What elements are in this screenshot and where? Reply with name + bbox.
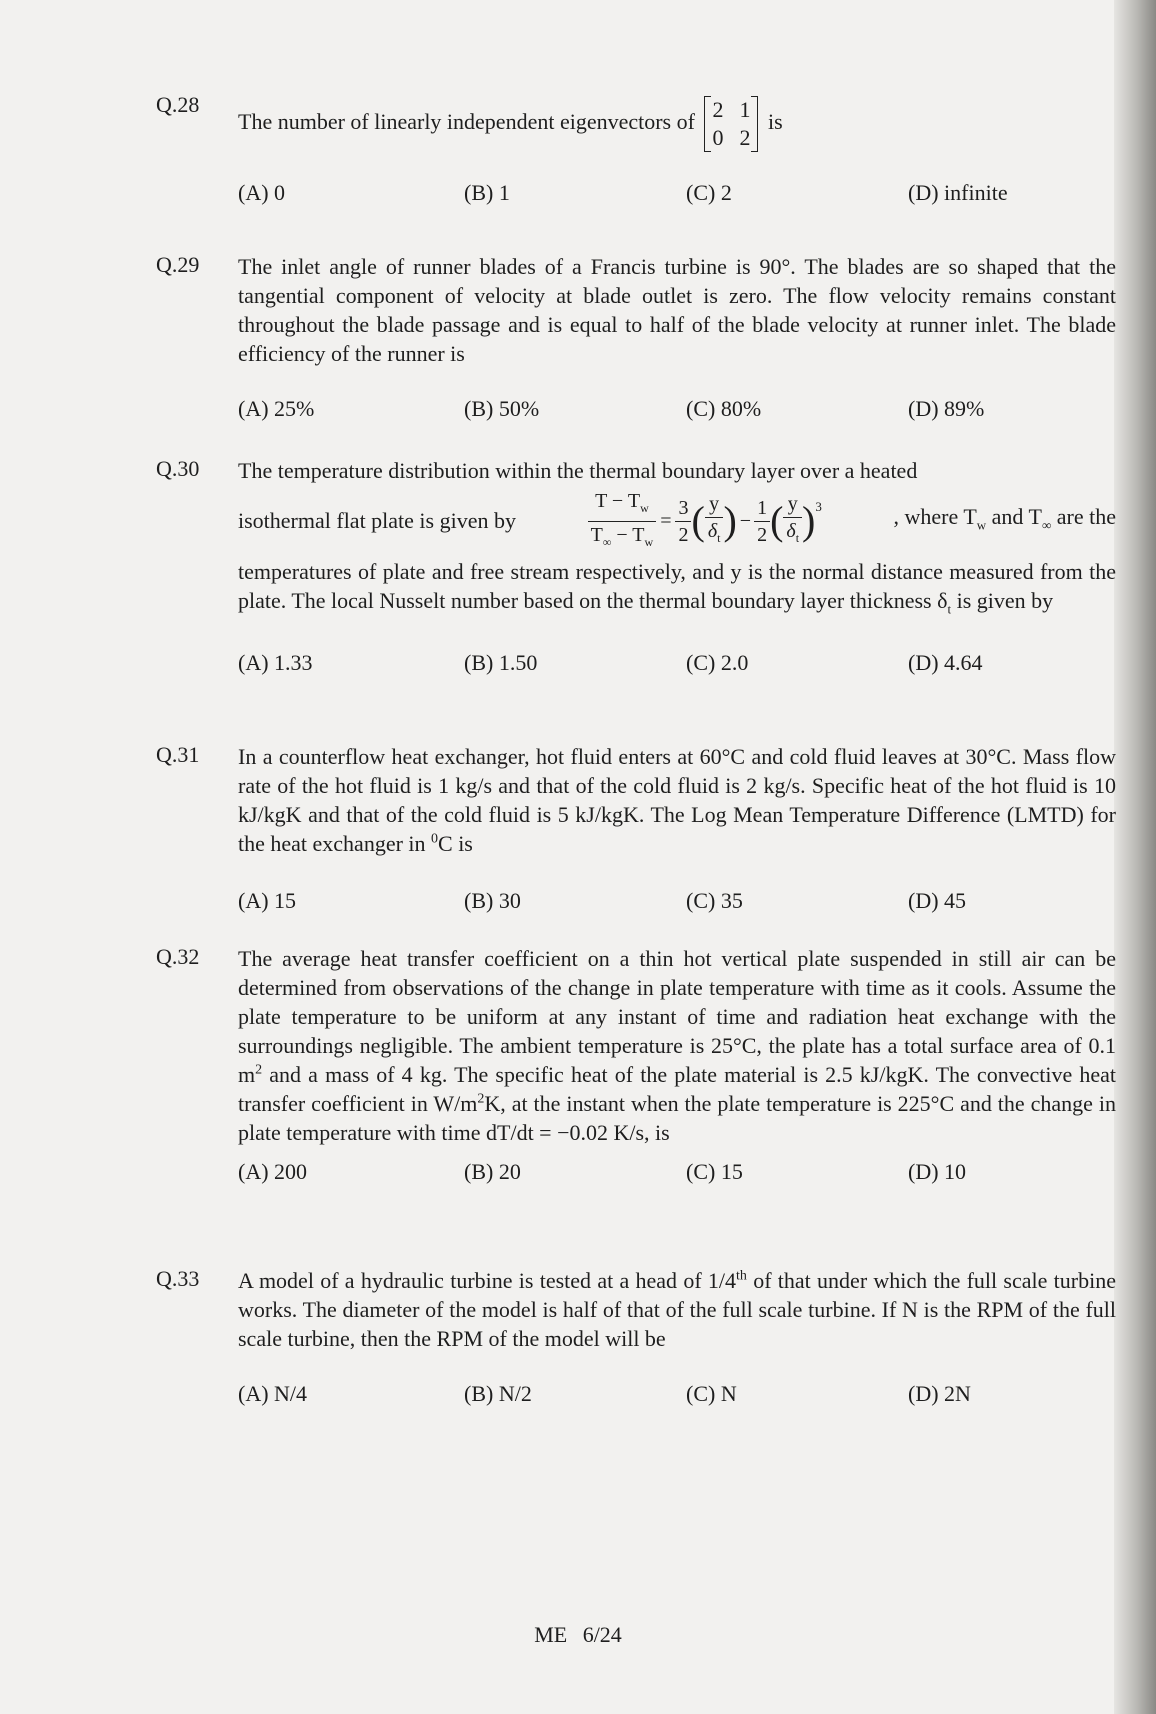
question-text-part: In a counterflow heat exchanger, hot fluid enters at 60°C and cold fluid leaves at 30°C. Mass flow rate of the hot fluid is 1 kg/s and that of the cold fluid is 2 kg/s. Specific heat of the hot fluid is 10 kJ/kgK and that of the cold fluid is 5 kJ/kgK. The Log Mean Temperature Difference (LMTD) for the heat exchanger in xyxy=(238,744,1116,856)
question-text-part: of that under which the full scale turbine works. The diameter of the model is half of that of the full scale turbine. If N is the RPM of the full scale turbine, then the RPM of the model will be xyxy=(238,1268,1116,1351)
matrix-row xyxy=(712,124,750,152)
option-b[interactable]: (B) N/2 xyxy=(464,1381,532,1406)
question-32 xyxy=(156,944,1116,1189)
paren-open: ( xyxy=(770,498,784,544)
coef-numerator: 1 xyxy=(754,495,770,522)
equation-lhs-fraction xyxy=(588,488,657,555)
option-d[interactable]: (D) 10 xyxy=(908,1159,967,1184)
matrix-row xyxy=(712,96,750,124)
matrix-bracket-left xyxy=(704,96,711,152)
option-b[interactable]: (B) 50% xyxy=(464,396,540,421)
ratio-fraction-2 xyxy=(783,491,802,551)
question-text xyxy=(238,92,1116,152)
suffix-text: are the xyxy=(1051,504,1116,529)
coef-denominator: 2 xyxy=(757,523,768,546)
option-c[interactable]: (C) 2 xyxy=(686,180,732,205)
question-text-part: is given by xyxy=(951,588,1054,614)
question-text xyxy=(238,456,1116,624)
option-d[interactable]: (D) 45 xyxy=(908,888,967,913)
option-a[interactable]: (A) 25% xyxy=(238,396,315,421)
lhs-numerator-sub: w xyxy=(640,500,649,515)
option-d[interactable]: (D) 2N xyxy=(908,1381,971,1406)
coef-fraction-1 xyxy=(675,495,691,548)
options-row xyxy=(156,1381,1116,1411)
question-number: Q.33 xyxy=(156,1266,200,1291)
option-b[interactable]: (B) 1.50 xyxy=(464,649,538,675)
paren-close: ) xyxy=(723,498,737,544)
ratio-denominator-sub: t xyxy=(717,531,721,546)
option-c[interactable]: (C) 80% xyxy=(686,396,762,421)
option-c[interactable]: (C) 15 xyxy=(686,1159,743,1184)
degree-superscript: 0 xyxy=(431,831,439,847)
question-number: Q.32 xyxy=(156,944,200,969)
equation-prefix: isothermal flat plate is given by xyxy=(238,508,516,534)
ratio-fraction-1 xyxy=(705,491,724,551)
option-b[interactable]: (B) 30 xyxy=(464,888,521,913)
question-text-rest xyxy=(238,557,1116,623)
question-text xyxy=(238,1266,1116,1353)
paren-close: ) xyxy=(802,498,816,544)
question-text-line: The temperature distribution within the thermal boundary layer over a heated xyxy=(238,458,918,483)
superscript: 2 xyxy=(477,1091,485,1107)
lhs-denominator-mid: − T xyxy=(611,523,645,546)
question-number: Q.31 xyxy=(156,742,200,767)
superscript: 2 xyxy=(255,1062,263,1078)
options-row xyxy=(156,1159,1116,1189)
question-text-part: and a mass of 4 kg. The specific heat of the plate material is 2.5 kJ/kgK. The convective heat transfer coefficient in W/m xyxy=(238,1062,1116,1116)
option-d[interactable]: (D) 89% xyxy=(908,396,985,421)
lhs-denominator-sub: ∞ xyxy=(602,534,612,549)
equation: $\frac{T - T_w}{T_\infty - T_w}$ = $\frac{3}{2}$ ( $\frac{y}{\delta_t}$ ) − $\frac{1}{2}$ ( $\frac{y}{\delta_t}$ ) $^3$ xyxy=(588,488,822,555)
lhs-denominator-sub2: w xyxy=(644,534,654,549)
question-text-part: A model of a hydraulic turbine is tested at a head of 1/4 xyxy=(238,1268,737,1293)
question-text xyxy=(238,944,1116,1147)
ratio-numerator: y xyxy=(705,491,724,518)
matrix-cell: 1 xyxy=(739,96,751,122)
ratio-denominator-sub: t xyxy=(795,531,800,546)
coef-denominator: 2 xyxy=(678,523,689,546)
option-a[interactable]: (A) 200 xyxy=(238,1159,308,1184)
ratio-numerator: y xyxy=(783,491,802,518)
matrix-bracket-right xyxy=(751,96,758,152)
options-row xyxy=(156,396,1116,426)
question-text xyxy=(238,742,1116,858)
question-31 xyxy=(156,742,1116,918)
question-text-part: The number of linearly independent eigenvectors of xyxy=(238,109,695,134)
question-text-part: temperatures of plate and free stream respectively, and y is the normal distance measured from the plate. The local Nusselt number based on the thermal boundary layer thickness δ xyxy=(238,559,1116,614)
question-text: The inlet angle of runner blades of a Francis turbine is 90°. The blades are so shaped that the tangential component of velocity at blade outlet is zero. The flow velocity remains constant throughout the blade passage and is equal to half of the blade velocity at runner inlet. The blade efficiency of the runner is xyxy=(238,254,1116,366)
option-a[interactable]: (A) 0 xyxy=(238,180,286,205)
minus-sign: − xyxy=(739,510,752,533)
lhs-denominator: T xyxy=(590,523,603,546)
option-c[interactable]: (C) N xyxy=(686,1381,737,1406)
question-28 xyxy=(156,92,1116,210)
question-text-part: is xyxy=(767,109,783,134)
option-c[interactable]: (C) 2.0 xyxy=(686,649,749,675)
question-number: Q.29 xyxy=(156,252,200,277)
page-number: 6/24 xyxy=(582,1622,622,1647)
ratio-denominator: δ xyxy=(786,520,796,543)
options-row xyxy=(156,888,1116,918)
question-number: Q.28 xyxy=(156,92,200,117)
suffix-text: and T xyxy=(986,504,1042,529)
lhs-numerator: T − T xyxy=(595,489,641,512)
equation-suffix xyxy=(893,487,1116,555)
question-text-part: The average heat transfer coefficient on a thin hot vertical plate suspended in still air can be determined from observations of the change in plate temperature with time as it cools. Assume the plate temperature to be uniform at any instant of time and radiation heat exchange with the surroundings negligible. The ambient temperature is 25°C, the plate has a total surface area of 0.1 m xyxy=(238,946,1116,1087)
delta-subscript: t xyxy=(947,601,952,617)
page-edge-shadow xyxy=(1114,0,1156,1714)
option-c[interactable]: (C) 35 xyxy=(686,888,743,913)
coef-numerator: 3 xyxy=(675,495,691,522)
option-d[interactable]: (D) infinite xyxy=(908,180,1008,205)
question-29 xyxy=(156,252,1116,426)
question-33 xyxy=(156,1266,1116,1411)
option-a[interactable]: (A) 15 xyxy=(238,888,297,913)
equals-sign: = xyxy=(660,510,672,533)
matrix-cell: 2 xyxy=(739,124,751,150)
question-number: Q.30 xyxy=(156,456,200,481)
paren-open: ( xyxy=(691,498,705,544)
question-text-part: C is xyxy=(438,831,473,856)
coef-fraction-2 xyxy=(754,495,770,548)
matrix-cell: 0 xyxy=(712,124,724,150)
option-d[interactable]: (D) 4.64 xyxy=(908,649,983,675)
options-row xyxy=(156,650,1116,680)
option-a[interactable]: (A) N/4 xyxy=(238,1381,308,1406)
ratio-denominator: δ xyxy=(707,520,718,543)
option-a[interactable]: (A) 1.33 xyxy=(238,649,313,675)
question-text-part: K, at the instant when the plate temperature is 225°C and the change in plate temperature with time dT/dt = −0.02 K/s, is xyxy=(238,1091,1116,1145)
paper-code: ME xyxy=(534,1622,568,1647)
matrix xyxy=(704,96,758,152)
option-b[interactable]: (B) 20 xyxy=(464,1159,521,1184)
matrix-cell: 2 xyxy=(712,96,724,122)
superscript: th xyxy=(736,1268,747,1284)
suffix-sub: ∞ xyxy=(1041,517,1052,533)
question-30 xyxy=(156,456,1116,680)
suffix-sub: w xyxy=(976,517,987,533)
option-b[interactable]: (B) 1 xyxy=(464,180,510,205)
equation-line xyxy=(238,487,1116,555)
suffix-text: , where T xyxy=(893,504,977,529)
options-row xyxy=(156,180,1116,210)
page-footer xyxy=(0,1622,1156,1648)
